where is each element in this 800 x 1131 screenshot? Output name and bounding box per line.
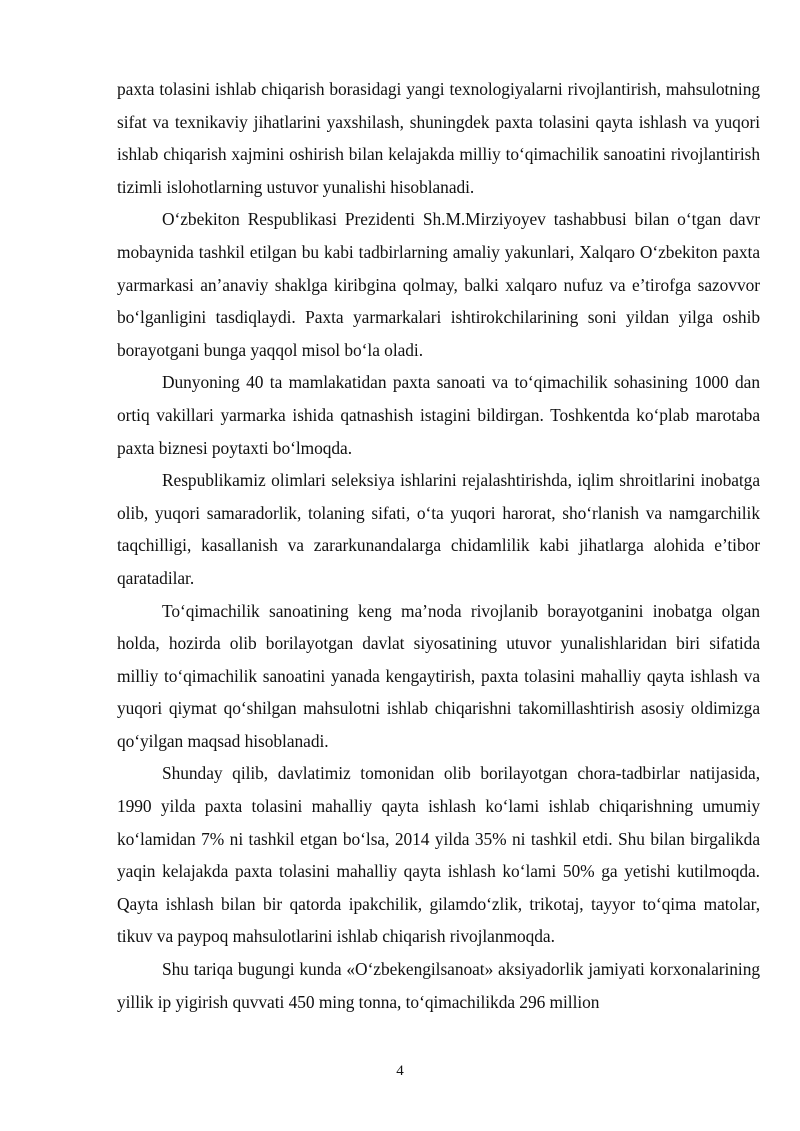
paragraph-1: paxta tolasini ishlab chiqarish borasidagi yangi texnologiyalarni rivojlantirish, mahsulotning sifat va texnikaviy jihatlarini yaxshilash, shuningdek paxta tolasini qayta ishlash va yuqori ishlab chiqarish xajmini oshirish bilan kelajakda milliy to‘qimachilik sanoatini rivojlantirish tizimli islohotlarning ustuvor yunalishi hisoblanadi. [117,79,760,197]
paragraph-5: To‘qimachilik sanoatining keng ma’noda rivojlanib borayotganini inobatga olgan holda, hozirda olib borilayotgan davlat siyosatining utuvor yunalishlaridan biri sifatida milliy to‘qimachilik sanoatini yanada kengaytirish, paxta tolasini mahalliy qayta ishlash va yuqori qiymat qo‘shilgan mahsulotni ishlab chiqarishni takomillashtirish asosiy oldimizga qo‘yilgan maqsad hisoblanadi. [117,600,760,751]
paragraph-6: Shunday qilib, davlatimiz tomonidan olib borilayotgan chora-tadbirlar natijasida, 1990 yilda paxta tolasini mahalliy qayta ishlash ko‘lami ishlab chiqarishning umumiy ko‘lamidan 7% ni tashkil etgan bo‘lsa, 2014 yilda 35% ni tashkil etdi. Shu bilan birgalikda yaqin kelajakda paxta tolasini mahalliy qayta ishlash ko‘lami 50% ga yetishi kutilmoqda. Qayta ishlash bilan bir qatorda ipakchilik, gilamdo‘zlik, trikotaj, tayyor to‘qima matolar, tikuv va paypoq mahsulotlarini ishlab chiqarish rivojlanmoqda. [117,763,760,947]
paragraph-4: Respublikamiz olimlari seleksiya ishlarini rejalashtirishda, iqlim shroitlarini inobatga olib, yuqori samaradorlik, tolaning sifati, o‘ta yuqori harorat, sho‘rlanish va namgarchilik taqchilligi, kasallanish va zararkunandalarga chidamlilik kabi jihatlarga alohida e’tibor qaratadilar. [117,470,760,588]
page-number: 4 [396,1063,404,1079]
page-body [117,73,760,1018]
paragraph-7: Shu tariqa bugungi kunda «O‘zbekengilsanoat» aksiyadorlik jamiyati korxonalarining yillik ip yigirish quvvati 450 ming tonna, to‘qimachilikda 296 million [117,959,760,1012]
paragraph-2: O‘zbekiton Respublikasi Prezidenti Sh.M.Mirziyoyev tashabbusi bilan o‘tgan davr mobaynida tashkil etilgan bu kabi tadbirlarning amaliy yakunlari, Xalqaro O‘zbekiton paxta yarmarkasi an’anaviy shaklga kiribgina qolmay, balki xalqaro nufuz va e’tirofga sazovvor bo‘lganligini tasdiqlaydi. Paxta yarmarkalari ishtirokchilarining soni yildan yilga oshib borayotgani bunga yaqqol misol bo‘la oladi. [117,209,760,360]
paragraph-3: Dunyoning 40 ta mamlakatidan paxta sanoati va to‘qimachilik sohasining 1000 dan ortiq vakillari yarmarka ishida qatnashish istagini bildirgan. Toshkentda ko‘plab marotaba paxta biznesi poytaxti bo‘lmoqda. [117,372,760,458]
